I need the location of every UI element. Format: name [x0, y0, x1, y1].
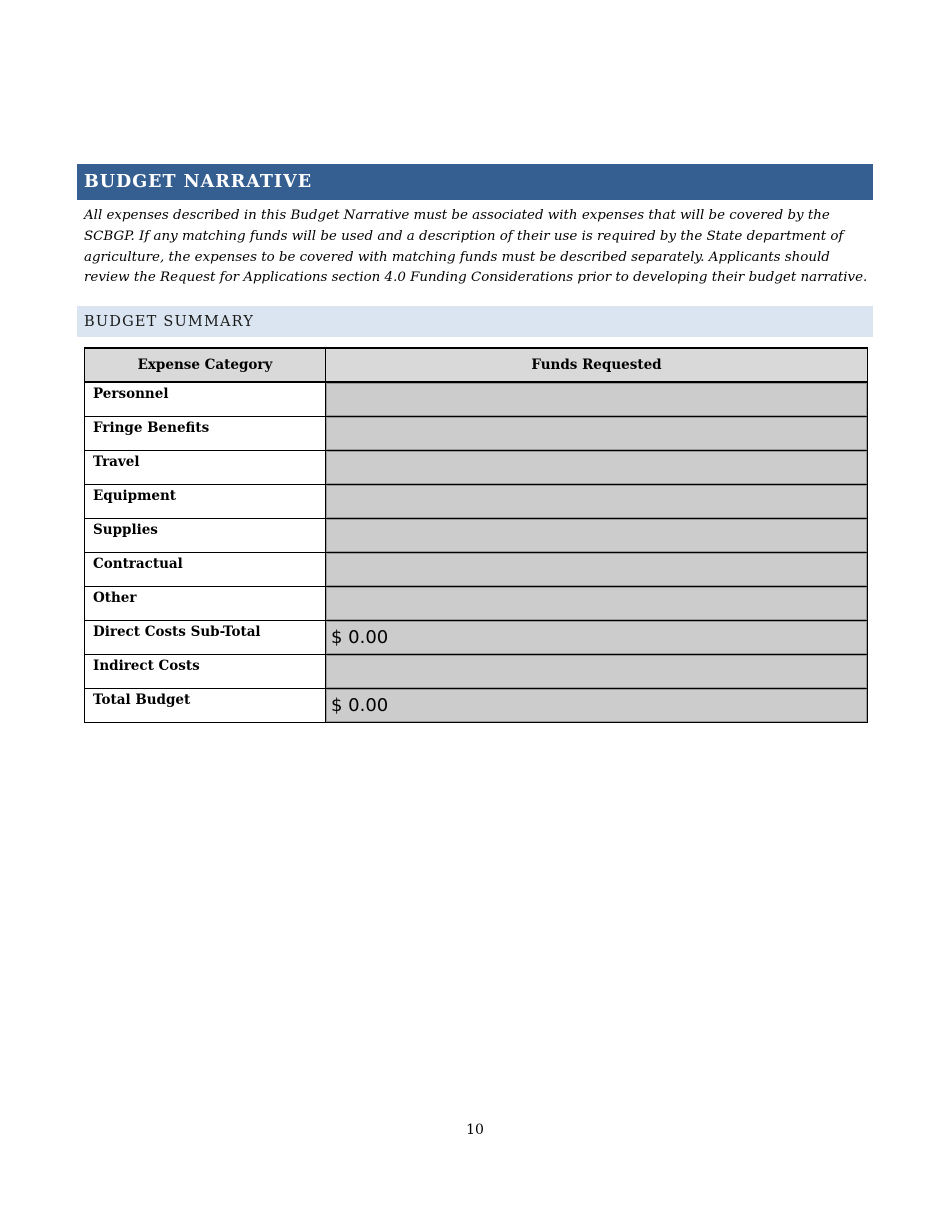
- row-label-indirect-costs: Indirect Costs: [85, 655, 326, 689]
- section-title: BUDGET NARRATIVE: [84, 172, 313, 192]
- column-header-funds-requested: Funds Requested: [326, 348, 868, 382]
- row-label-contractual: Contractual: [85, 553, 326, 587]
- table-row: [85, 553, 868, 587]
- table-row: [85, 382, 868, 417]
- funds-field-other[interactable]: [326, 587, 868, 621]
- funds-field-fringe-benefits[interactable]: [326, 417, 868, 451]
- row-label-equipment: Equipment: [85, 485, 326, 519]
- row-label-direct-costs-subtotal: Direct Costs Sub-Total: [85, 621, 326, 655]
- amount-value[interactable]: [326, 655, 867, 688]
- funds-field-equipment[interactable]: [326, 485, 868, 519]
- row-label-travel: Travel: [85, 451, 326, 485]
- intro-paragraph: All expenses described in this Budget Narrative must be associated with expenses that will be covered by the SCBGP. If any matching funds will be used and a description of their use is required by the State department of agriculture, the expenses to be covered with matching funds must be described separately. Applicants should review the Request for Applications section 4.0 Funding Considerations prior to developing their budget narrative.: [84, 208, 868, 286]
- page-number: 10: [466, 1122, 484, 1138]
- funds-field-travel[interactable]: [326, 451, 868, 485]
- amount-value[interactable]: [326, 451, 867, 484]
- table-row: [85, 485, 868, 519]
- row-label-fringe-benefits: Fringe Benefits: [85, 417, 326, 451]
- funds-field-contractual[interactable]: [326, 553, 868, 587]
- amount-value[interactable]: [326, 383, 867, 416]
- subsection-header-bar: [77, 306, 873, 337]
- amount-value[interactable]: $ 0.00: [326, 621, 867, 654]
- row-label-personnel: Personnel: [85, 382, 326, 417]
- row-label-supplies: Supplies: [85, 519, 326, 553]
- table-row: [85, 621, 868, 655]
- funds-field-indirect-costs[interactable]: [326, 655, 868, 689]
- table-row: [85, 519, 868, 553]
- funds-field-total-budget[interactable]: [326, 689, 868, 723]
- table-row: [85, 587, 868, 621]
- table-row: [85, 655, 868, 689]
- table-header-row: [85, 348, 868, 382]
- table-row: [85, 689, 868, 723]
- budget-summary-table: [84, 347, 868, 723]
- funds-field-direct-costs-subtotal[interactable]: [326, 621, 868, 655]
- funds-field-personnel[interactable]: [326, 382, 868, 417]
- subsection-title: BUDGET SUMMARY: [84, 313, 255, 330]
- amount-value[interactable]: [326, 485, 867, 518]
- section-header-bar: [77, 164, 873, 200]
- amount-value[interactable]: [326, 587, 867, 620]
- row-label-other: Other: [85, 587, 326, 621]
- amount-value[interactable]: $ 0.00: [326, 689, 867, 722]
- amount-value[interactable]: [326, 519, 867, 552]
- funds-field-supplies[interactable]: [326, 519, 868, 553]
- amount-value[interactable]: [326, 553, 867, 586]
- row-label-total-budget: Total Budget: [85, 689, 326, 723]
- amount-value[interactable]: [326, 417, 867, 450]
- column-header-expense-category: Expense Category: [85, 348, 326, 382]
- table-row: [85, 451, 868, 485]
- table-row: [85, 417, 868, 451]
